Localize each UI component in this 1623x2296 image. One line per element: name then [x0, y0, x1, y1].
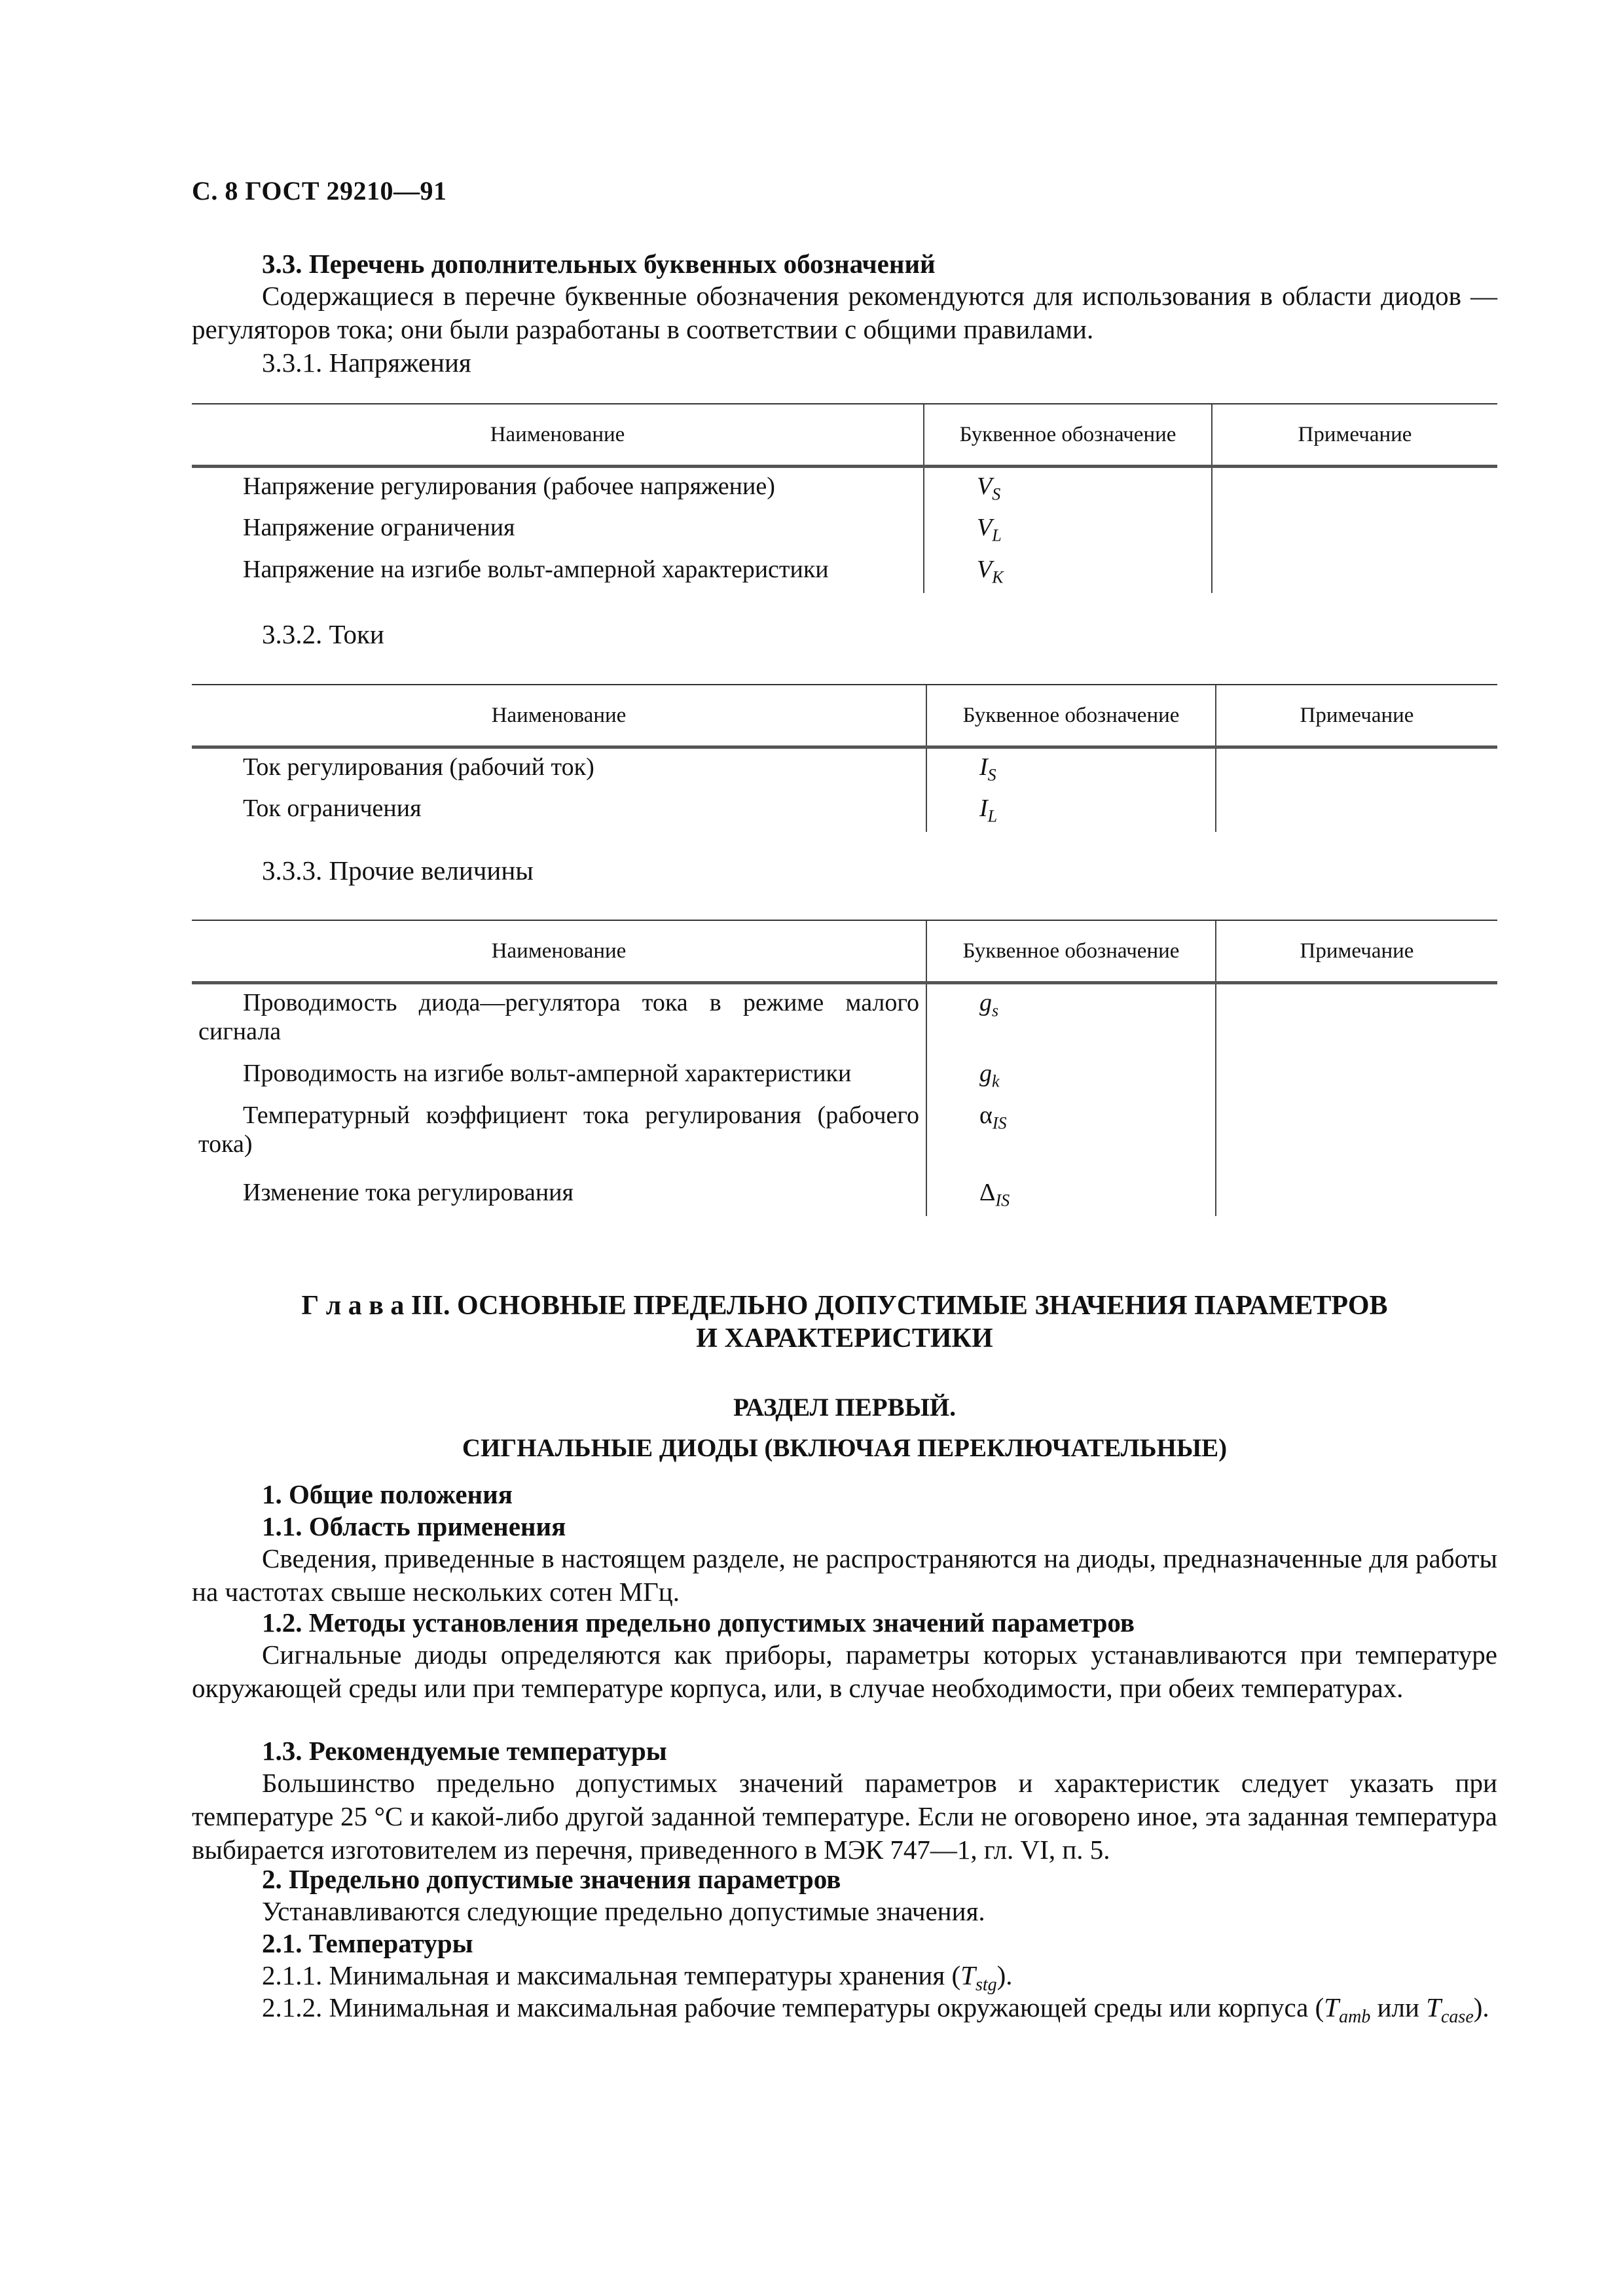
row-note: [1216, 1097, 1497, 1174]
table-row: [192, 1097, 1497, 1174]
table-row: [192, 509, 1497, 551]
heading-1-1: 1.1. Область применения: [262, 1511, 566, 1541]
table-row: [192, 790, 1497, 832]
row-symbol: $g_k$: [926, 1055, 1216, 1097]
row-name: Напряжение ограничения: [243, 513, 515, 541]
row-note: [1212, 467, 1497, 509]
row-symbol: $\Delta_{IS}$: [926, 1174, 1216, 1216]
paragraph-2-1-1: 2.1.1. Минимальная и максимальная температуры хранения $(T_{stg})$.: [262, 1960, 1013, 1996]
section-3-3-heading: 3.3. Перечень дополнительных буквенных обозначений: [262, 249, 936, 279]
column-header-name: Наименование: [192, 920, 926, 983]
subsection-3-3-1: 3.3.1. Напряжения: [262, 348, 471, 378]
row-name: Ток ограничения: [243, 794, 422, 822]
heading-1: 1. Общие положения: [262, 1479, 513, 1509]
table-row: [192, 467, 1497, 509]
column-header-note: Примечание: [1216, 920, 1497, 983]
section-title-line-2: СИГНАЛЬНЫЕ ДИОДЫ (ВКЛЮЧАЯ ПЕРЕКЛЮЧАТЕЛЬНЫЕ): [462, 1434, 1228, 1462]
section-3-3-text: Содержащиеся в перечне буквенные обозначения рекомендуются для использования в области диодов — регуляторов тока; они были разработаны в соответствии с общими правилами.: [192, 281, 1497, 344]
column-header-name: Наименование: [192, 685, 926, 747]
table-row: [192, 747, 1497, 790]
column-header-note: Примечание: [1216, 685, 1497, 747]
row-symbol: $I_S$: [926, 747, 1216, 790]
subsection-3-3-3: 3.3.3. Прочие величины: [262, 855, 534, 886]
table-currents: [192, 684, 1497, 832]
paragraph-2-1-2: 2.1.2. Минимальная и максимальная рабочие температуры окружающей среды или корпуса ($T_{amb}$ или $T_{case}$).: [262, 1992, 1489, 2028]
column-header-symbol: Буквенное обозначение: [924, 404, 1212, 467]
heading-1-2: 1.2. Методы установления предельно допустимых значений параметров: [262, 1607, 1135, 1638]
row-name: Температурный коэффициент тока регулирования (рабочего тока): [198, 1101, 919, 1158]
table-other-quantities: [192, 920, 1497, 1216]
row-note: [1212, 509, 1497, 551]
table-row: [192, 983, 1497, 1055]
row-note: [1216, 1055, 1497, 1097]
column-header-name: Наименование: [192, 404, 924, 467]
section-title: [192, 1388, 1497, 1469]
table-row: [192, 1174, 1497, 1216]
chapter-line-2: И ХАРАКТЕРИСТИКИ: [696, 1323, 993, 1354]
page-header: С. 8 ГОСТ 29210—91: [192, 176, 447, 206]
paragraph-1-1: Сведения, приведенные в настоящем разделе, не распространяются на диоды, предназначенные для работы на частотах свыше нескольких сотен МГц.: [192, 1543, 1497, 1607]
row-symbol: $\alpha_{IS}$: [926, 1097, 1216, 1174]
row-symbol: $I_L$: [926, 790, 1216, 832]
heading-2: 2. Предельно допустимые значения параметров: [262, 1864, 841, 1894]
row-name: Изменение тока регулирования: [243, 1178, 574, 1206]
row-note: [1216, 983, 1497, 1055]
row-name: Ток регулирования (рабочий ток): [243, 753, 594, 781]
row-name: Напряжение регулирования (рабочее напряжение): [243, 473, 775, 500]
row-name: Проводимость на изгибе вольт-амперной характеристики: [243, 1059, 852, 1087]
subsection-3-3-2: 3.3.2. Токи: [262, 619, 384, 649]
table-row: [192, 1055, 1497, 1097]
row-note: [1216, 1174, 1497, 1216]
column-header-symbol: Буквенное обозначение: [926, 685, 1216, 747]
row-name: Напряжение на изгибе вольт-амперной характеристики: [243, 555, 829, 583]
heading-2-1: 2.1. Температуры: [262, 1928, 473, 1958]
paragraph-2: Устанавливаются следующие предельно допустимые значения.: [262, 1896, 985, 1926]
row-note: [1216, 747, 1497, 790]
row-note: [1216, 790, 1497, 832]
table-row: [192, 551, 1497, 593]
table-voltages: [192, 403, 1497, 593]
paragraph-1-3: Большинство предельно допустимых значений параметров и характеристик следует указать при температуре 25 °С и какой-либо другой заданной температуре. Если не оговорено иное, эта заданная температура выбирается изготовителем из перечня, приведенного в МЭК 747—1, гл. VI, п. 5.: [192, 1768, 1497, 1865]
row-symbol: $V_K$: [924, 551, 1212, 593]
row-note: [1212, 551, 1497, 593]
row-symbol: $V_S$: [924, 467, 1212, 509]
column-header-note: Примечание: [1212, 404, 1497, 467]
section-title-line-1: РАЗДЕЛ ПЕРВЫЙ.: [733, 1393, 956, 1422]
row-symbol: $V_L$: [924, 509, 1212, 551]
row-name: Проводимость диода—регулятора тока в режиме малого сигнала: [198, 989, 919, 1045]
chapter-prefix: Г л а в а III.: [301, 1291, 450, 1321]
heading-1-3: 1.3. Рекомендуемые температуры: [262, 1736, 667, 1766]
chapter-line-1: ОСНОВНЫЕ ПРЕДЕЛЬНО ДОПУСТИМЫЕ ЗНАЧЕНИЯ ПАРАМЕТРОВ: [456, 1291, 1388, 1321]
column-header-symbol: Буквенное обозначение: [926, 920, 1216, 983]
chapter-title: [192, 1289, 1497, 1355]
row-symbol: $g_s$: [926, 983, 1216, 1055]
paragraph-1-2: Сигнальные диоды определяются как приборы, параметры которых устанавливаются при температуре окружающей среды или при температуре корпуса, или, в случае необходимости, при обеих температурах.: [192, 1640, 1497, 1703]
